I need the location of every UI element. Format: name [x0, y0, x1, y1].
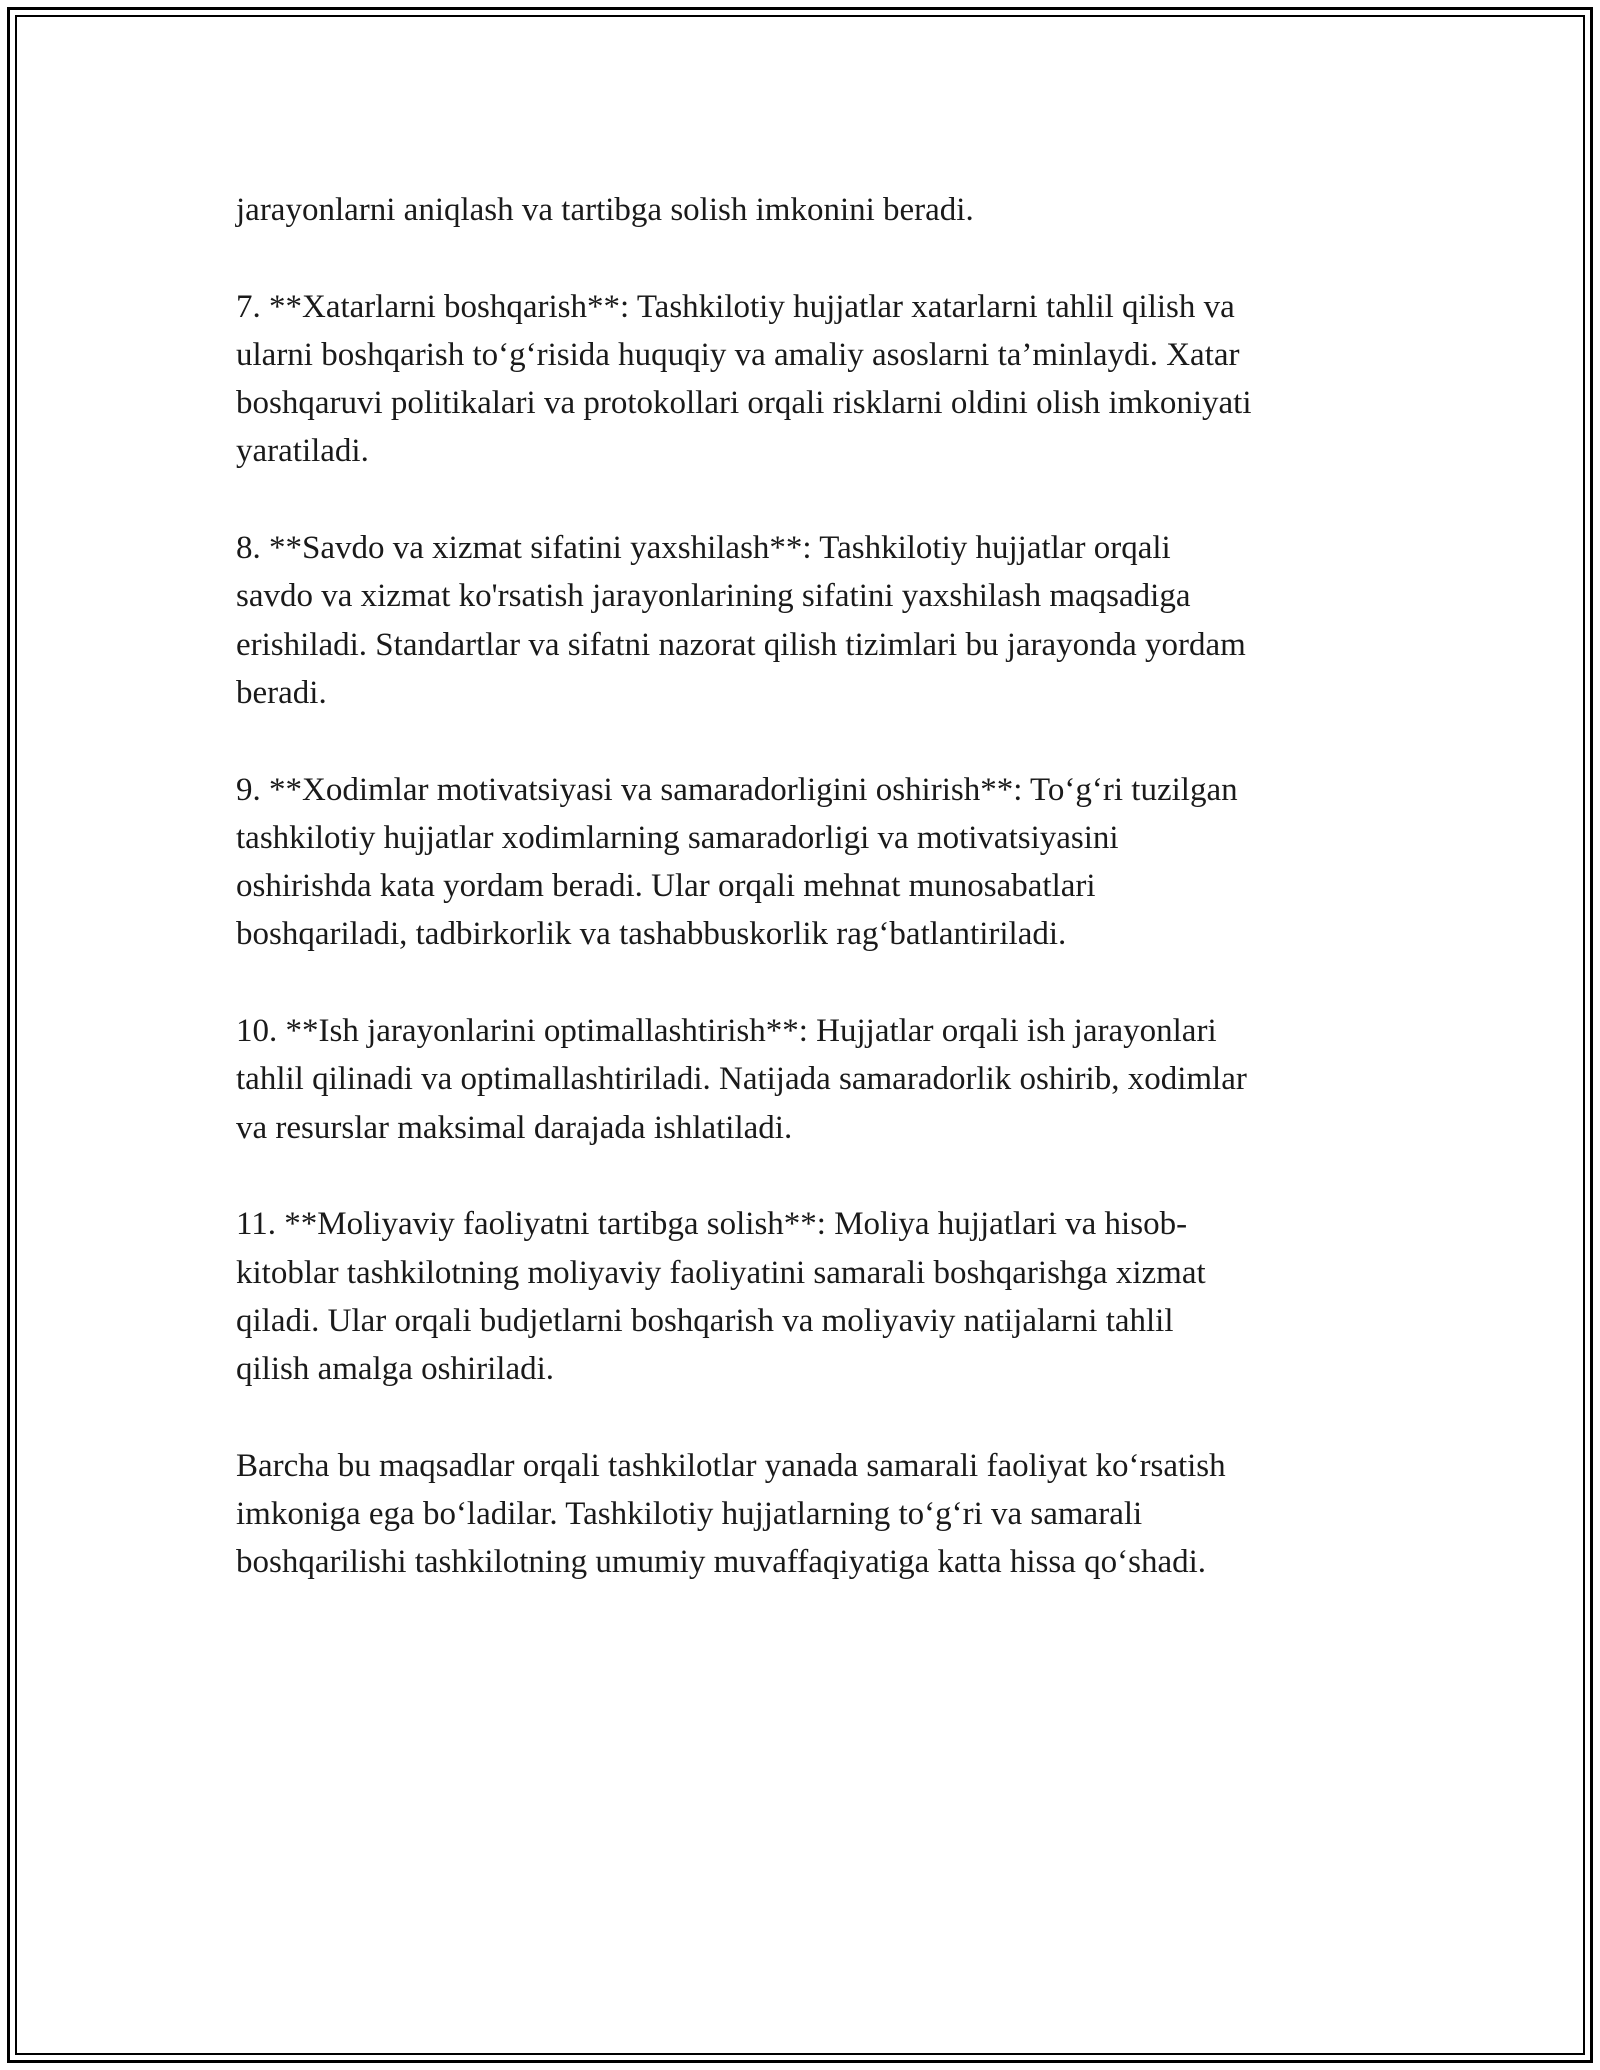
paragraph-process-optimization: 10. **Ish jarayonlarini optimallashtirish**: Hujjatlar orqali ish jarayonlari tahlil qilinadi va optimallashtiriladi. Natijada samaradorlik oshirib, xodimlar va resurslar maksimal darajada ishlatiladi. — [236, 1013, 1247, 1146]
paragraph-conclusion: Barcha bu maqsadlar orqali tashkilotlar yanada samarali faoliyat ko‘rsatish imkoniga ega bo‘ladilar. Tashkilotiy hujjatlarning to‘g‘ri va samarali boshqarilishi tashkilotning umumiy muvaffaqiyatiga katta hissa qo‘shadi. — [236, 1447, 1226, 1581]
paragraph-staff-motivation: 9. **Xodimlar motivatsiyasi va samaradorligini oshirish**: To‘g‘ri tuzilgan tashkilotiy hujjatlar xodimlarning samaradorligi va motivatsiyasini oshirishda kata yordam beradi. Ular orqali mehnat munosabatlari boshqariladi, tadbirkorlik va tashabbuskorlik rag‘batlantiriladi. — [236, 771, 1238, 953]
paragraph-risk-management: 7. **Xatarlarni boshqarish**: Tashkilotiy hujjatlar xatarlarni tahlil qilish va ularni boshqarish to‘g‘risida huquqiy va amaliy asoslarni ta’minlaydi. Xatar boshqaruvi politikalari va protokollari orqali risklarni oldini olish imkoniyati yaratiladi. — [236, 288, 1252, 470]
paragraph-continuation: jarayonlarni aniqlash va tartibga solish imkonini beradi. — [236, 192, 974, 228]
paragraph-financial-activity: 11. **Moliyaviy faoliyatni tartibga solish**: Moliya hujjatlari va hisob- kitoblar tashkilotning moliyaviy faoliyatini samarali boshqarishga xizmat qiladi. Ular orqali budjetlarni boshqarish va moliyaviy natijalarni tahlil qilish amalga oshiriladi. — [236, 1206, 1206, 1388]
document-body — [236, 186, 1376, 1635]
paragraph-trade-service-quality: 8. **Savdo va xizmat sifatini yaxshilash**: Tashkilotiy hujjatlar orqali savdo va xizmat ko'rsatish jarayonlarining sifatini yaxshilash maqsadiga erishiladi. Standartlar va sifatni nazorat qilish tizimlari bu jarayonda yordam beradi. — [236, 530, 1246, 711]
